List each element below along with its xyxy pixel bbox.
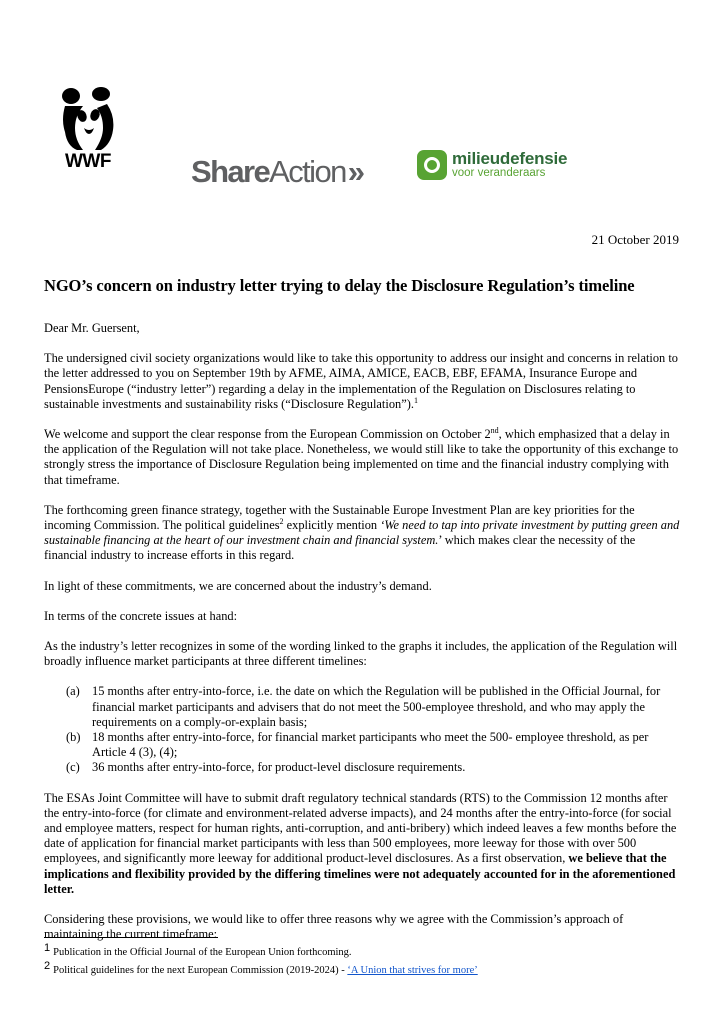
list-item: (c) 36 months after entry-into-force, for product-level disclosure requirements. — [66, 760, 466, 775]
milieudefensie-logo — [417, 150, 587, 184]
guidelines-link[interactable]: ‘A Union that strives for more’ — [347, 965, 478, 976]
paragraph-6: As the industry’s letter recognizes in some of the wording linked to the graphs it includes, the application of the Regulation will broadly influence market participants at three different timelines: — [44, 639, 678, 669]
milieudefensie-tagline: voor veranderaars — [452, 167, 546, 179]
shareaction-wordmark-bold: Share — [191, 154, 270, 189]
milieudefensie-wordmark: milieudefensie — [452, 149, 568, 168]
list-item: (b) 18 months after entry-into-force, for financial market participants who meet the 500- employee threshold, as per Article 4 (3), (4); — [66, 730, 649, 760]
panda-icon — [57, 86, 119, 152]
paragraph-2: We welcome and support the clear response from the European Commission on October 2nd, which emphasized that a delay in the application of the Regulation will not take place. Nonetheless, we would still like to take the opportunity of this exchange to strongly stress the importance of Disclosure Regulation being implemented on time and the financial industry complying with that timeframe. — [44, 425, 679, 487]
letter-date: 21 October 2019 — [591, 232, 679, 247]
letter-body — [44, 321, 680, 958]
letter-title: NGO’s concern on industry letter trying to delay the Disclosure Regulation’s timeline — [44, 276, 635, 295]
paragraph-3: The forthcoming green finance strategy, together with the Sustainable Europe Investment Plan are key priorities for the incoming Commission. The political guidelines$^2$ explicitly mention ‘We need to tap into private investment by putting green and sustainable financing at the heart of our investment chain and financial system.’ which makes clear the necessity of the financial industry to increase efforts in this regard. — [44, 502, 680, 563]
paragraph-1: The undersigned civil society organizations would like to take this opportunity to address our insight and concerns in relation to the letter addressed to you on September 19th by AFME, AIMA, AMICE, EACB, EBF, EFAMA, Insurance Europe and PensionsEurope (“industry letter”) regarding a delay in the implementation of the Regulation on Disclosures relating to sustainable investments and sustainability risks (“Disclosure Regulation”).$^1$ — [44, 351, 678, 411]
footnote-divider — [44, 937, 218, 938]
wwf-logo — [57, 86, 119, 174]
footnote-ref-1[interactable]: 1 — [413, 395, 418, 405]
shareaction-logo — [191, 154, 361, 190]
guidelines-quote: ‘We need to tap into private investment by putting green and sustainable financing at the heart of our investment chain and financial system. — [44, 518, 680, 548]
greeting: Dear Mr. Guersent, — [44, 321, 140, 335]
key-observation: we believe that the implications and flexibility provided by the differing timelines were not adequately accounted for in the aforementioned letter. — [44, 851, 676, 896]
paragraph-8: Considering these provisions, we would like to offer three reasons why we agree with the Commission’s approach of maintaining the current timeframe: — [44, 912, 624, 942]
shareaction-wordmark-regular: Action — [269, 154, 346, 189]
footnote-2: $^2$ Political guidelines for the next European Commission (2019-2024) - ‘A Union that strives for more’ — [44, 959, 478, 976]
list-item: (a) 15 months after entry-into-force, i.e. the date on which the Regulation will be published in the Official Journal, for financial market participants and advisers that do not meet the 500-employee threshold, and who may apply the requirements on a comply-or-explain basis; — [66, 684, 661, 729]
wwf-wordmark: WWF — [65, 151, 111, 172]
paragraph-5: In terms of the concrete issues at hand: — [44, 608, 238, 623]
paragraph-4: In light of these commitments, we are concerned about the industry’s demand. — [44, 578, 432, 593]
footnotes — [44, 941, 684, 982]
footnote-1: $^1$ Publication in the Official Journal of the European Union forthcoming. — [44, 941, 352, 958]
chevron-right-icon: » — [347, 154, 361, 189]
timeline-list — [44, 684, 680, 775]
paragraph-7: The ESAs Joint Committee will have to submit draft regulatory technical standards (RTS) to the Commission 12 months after the entry-into-force (for climate and environment-related adverse impacts), and 24 months after the entry-into-force (for social and employee matters, respect for human rights, anti-corruption, and anti-bribery) which indeed leaves a few months before the date of application for financial market participants with less than 500 employees, more leeway for those with over 500 employees, and significantly more leeway for additional product-level disclosures. As a first observation, we believe that the implications and flexibility provided by the differing timelines were not adequately accounted for in the aforementioned letter. — [44, 790, 677, 896]
milieudefensie-icon — [417, 150, 447, 180]
footnote-ref-2[interactable]: 2 — [279, 516, 284, 526]
